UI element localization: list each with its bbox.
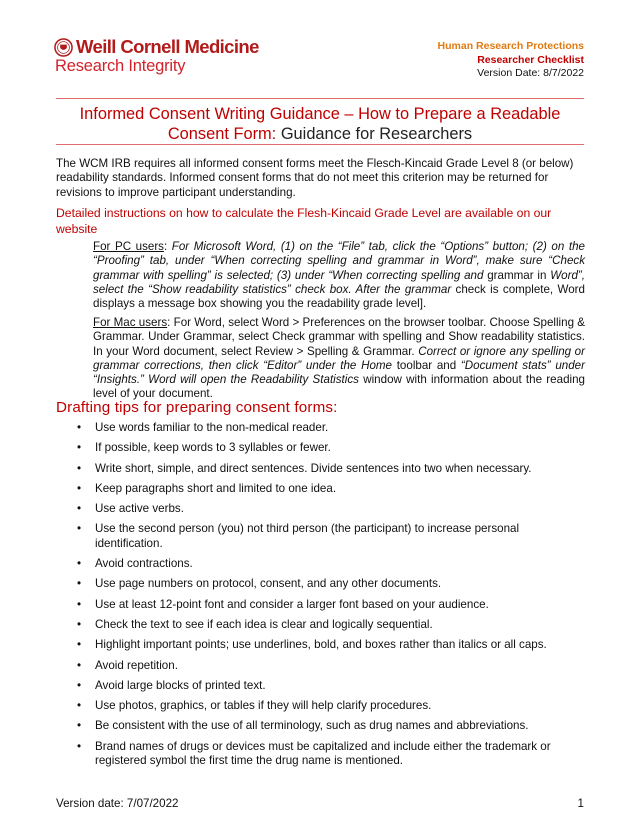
bullet-icon: • <box>77 441 82 455</box>
list-item-text: Check the text to see if each idea is clear and logically sequential. <box>95 617 433 631</box>
list-item <box>77 598 587 612</box>
list-item <box>77 679 587 693</box>
bullet-icon: • <box>77 557 82 571</box>
mac-text-1: : For Word, select Word > Preferences on the browser toolbar. Choose Spelling & Grammar. Under Grammar, select Check grammar with spelling and Show readability statistics. In your Word document, select Review > Spelling & Grammar. <box>93 316 585 358</box>
list-item-text: Use at least 12-point font and consider a larger font based on your audience. <box>95 597 489 611</box>
list-item-text: Avoid repetition. <box>95 658 178 672</box>
list-item <box>77 441 587 455</box>
list-item <box>77 638 587 652</box>
list-item-text: Use active verbs. <box>95 502 184 516</box>
list-item <box>77 659 587 673</box>
list-item <box>77 699 587 713</box>
list-item-text: Use photos, graphics, or tables if they will help clarify procedures. <box>95 699 432 713</box>
list-item-text: Use words familiar to the non-medical reader. <box>95 421 329 434</box>
title-rule-bottom <box>56 144 584 145</box>
header-doc-type: Researcher Checklist <box>477 53 584 66</box>
bullet-icon: • <box>77 461 82 475</box>
list-item <box>77 502 587 516</box>
wcm-logo <box>54 37 259 76</box>
title-rule-top <box>56 98 584 99</box>
drafting-tips-heading: Drafting tips for preparing consent forms: <box>56 399 338 416</box>
list-item <box>77 557 587 571</box>
pc-users-label: For PC users <box>93 240 164 253</box>
mac-users-label: For Mac users <box>93 316 168 329</box>
cornell-seal-icon <box>54 38 73 57</box>
bullet-icon: • <box>77 617 82 631</box>
list-item <box>77 482 587 496</box>
bullet-icon: • <box>77 739 82 753</box>
bullet-icon: • <box>77 522 82 536</box>
title-black: Guidance for Researchers <box>280 125 473 143</box>
bullet-icon: • <box>77 597 82 611</box>
instructions-heading: Detailed instructions on how to calculate the Flesh-Kincaid Grade Level are available on our website <box>56 206 552 236</box>
header-version-date: Version Date: 8/7/2022 <box>477 67 584 79</box>
pc-text-3: grammar in <box>483 268 551 282</box>
list-item-text: If possible, keep words to 3 syllables or fewer. <box>95 441 331 455</box>
bullet-icon: • <box>77 421 82 434</box>
bullet-icon: • <box>77 658 82 672</box>
list-item <box>77 740 587 769</box>
bullet-icon: • <box>77 699 82 713</box>
list-item-text: Highlight important points; use underlines, bold, and boxes rather than italics or all caps. <box>95 638 547 652</box>
list-item <box>77 719 587 733</box>
mac-text-3: toolbar and <box>392 358 461 372</box>
pc-text-1: : <box>163 240 172 253</box>
pc-text-2: For Microsoft Word, (1) on the “File” tab, click the “Options” button; (2) on the “Proofing” tab, under “When correcting spelling and grammar in Word”, make sure “Check grammar with spelling” is selected; (3) under “When correcting spelling and <box>93 240 585 282</box>
page-title <box>56 104 584 144</box>
mac-users-paragraph <box>93 316 585 402</box>
list-item <box>77 618 587 632</box>
list-item <box>77 522 587 551</box>
logo-subtitle: Research Integrity <box>55 57 186 75</box>
bullet-icon: • <box>77 678 82 692</box>
list-item-text: Be consistent with the use of all terminology, such as drug names and abbreviations. <box>95 719 529 733</box>
footer-page-number: 1 <box>577 797 584 810</box>
header-info <box>438 40 584 81</box>
pc-text-4: Word”, select the “Show readability statistics” check box. After the grammar <box>93 268 585 296</box>
mac-text-5: window with information about the reading level of your document. <box>93 373 585 401</box>
list-item <box>77 462 587 476</box>
title-red: Informed Consent Writing Guidance – How to Prepare a Readable Consent Form: <box>79 105 561 143</box>
bullet-icon: • <box>77 481 82 495</box>
list-item-text: Avoid large blocks of printed text. <box>95 678 266 692</box>
list-item <box>77 577 587 591</box>
logo-name: Weill Cornell Medicine <box>76 36 259 57</box>
drafting-tips-list <box>77 421 587 774</box>
list-item <box>77 421 587 435</box>
pc-text-5: check is complete, Word displays a message box showing you the readability grade level]. <box>93 282 585 311</box>
bullet-icon: • <box>77 638 82 652</box>
intro-paragraph: The WCM IRB requires all informed consent forms meet the Flesch-Kincaid Grade Level 8 (or below) readability standards. Informed consent forms that do not meet this criterion may be returned for revisions to improve participant understanding. <box>56 157 574 199</box>
list-item-text: Use page numbers on protocol, consent, and any other documents. <box>95 577 442 591</box>
pc-users-paragraph <box>93 240 585 311</box>
bullet-icon: • <box>77 577 82 591</box>
header-department: Human Research Protections <box>437 40 584 52</box>
list-item-text: Keep paragraphs short and limited to one idea. <box>95 481 337 495</box>
mac-text-4: “Document stats” under “Insights.” Word will open the Readability Statistics <box>93 358 585 387</box>
list-item-text: Avoid contractions. <box>95 557 193 571</box>
list-item-text: Use the second person (you) not third person (the participant) to increase personal identification. <box>95 522 520 550</box>
bullet-icon: • <box>77 502 82 516</box>
mac-text-2: Correct or ignore any spelling or grammar corrections, then click “Editor” under the Home <box>93 344 585 372</box>
bullet-icon: • <box>77 719 82 733</box>
list-item-text: Write short, simple, and direct sentences. Divide sentences into two when necessary. <box>95 461 532 475</box>
list-item-text: Brand names of drugs or devices must be capitalized and include either the trademark or registered symbol the first time the drug name is mentioned. <box>95 739 551 768</box>
footer-version-date: Version date: 7/07/2022 <box>56 797 179 810</box>
